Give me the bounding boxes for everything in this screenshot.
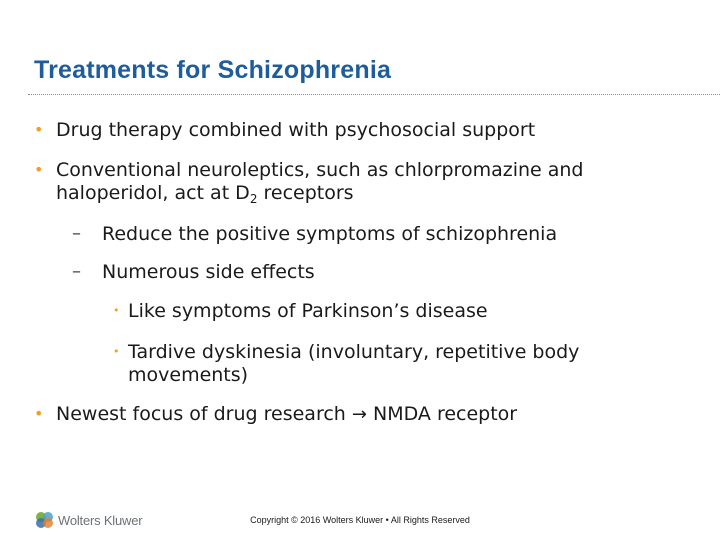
sub-sub-bullet-text-continued: movements) [128, 364, 249, 386]
subscript-text: 2 [249, 192, 258, 206]
sub-sub-bullet-marker: • [113, 345, 120, 358]
bullet-text: Drug therapy combined with psychosocial support [56, 119, 536, 141]
sub-bullet-dash: – [72, 223, 81, 244]
bullet-text-part: receptors [257, 182, 354, 204]
bullet-text: Conventional neuroleptics, such as chlorpromazine and [56, 159, 584, 181]
sub-sub-bullet-text: Tardive dyskinesia (involuntary, repetitive body [128, 341, 580, 363]
bullet-text-part: NMDA receptor [366, 403, 518, 425]
bullet-marker: • [34, 160, 44, 179]
sub-sub-bullet-text: Like symptoms of Parkinson’s disease [128, 300, 488, 322]
title-divider [28, 94, 720, 95]
bullet-text-continued [56, 182, 354, 210]
bullet-marker: • [34, 120, 44, 139]
copyright-notice: Copyright © 2016 Wolters Kluwer • All Rights Reserved [250, 515, 470, 525]
slide-title: Treatments for Schizophrenia [34, 56, 392, 84]
right-arrow-icon: → [351, 404, 367, 425]
sub-bullet-text: Reduce the positive symptoms of schizophrenia [102, 223, 558, 245]
sub-bullet-text: Numerous side effects [102, 261, 315, 283]
logo-text: Wolters Kluwer [58, 512, 143, 528]
sub-sub-bullet-marker: • [113, 304, 120, 317]
bullet-text [56, 403, 517, 426]
bullet-text-part: haloperidol, act at D [56, 182, 250, 204]
sub-bullet-dash: – [72, 261, 81, 282]
bullet-marker: • [34, 404, 44, 423]
bullet-text-part: Newest focus of drug research [56, 403, 352, 425]
